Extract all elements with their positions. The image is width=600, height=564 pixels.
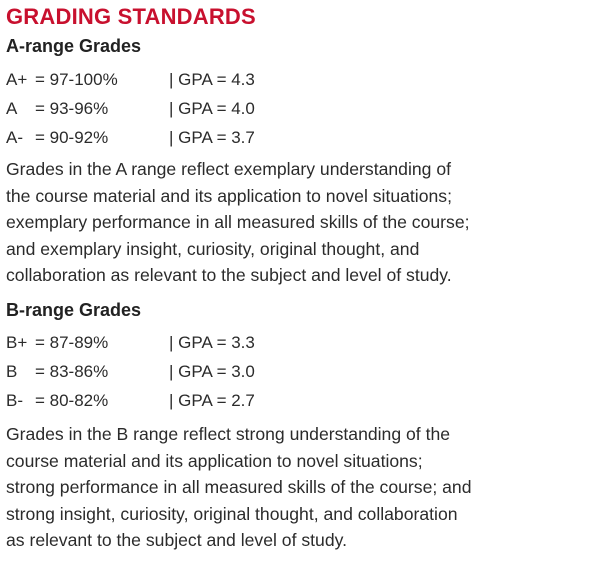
- section-description: [6, 156, 594, 289]
- grade-row: [6, 94, 594, 123]
- section-heading: B-range Grades: [6, 299, 142, 320]
- grade-range: = 83-86%: [35, 361, 109, 381]
- description-line: the course material and its application to novel situations;: [6, 185, 452, 206]
- description-line: Grades in the B range reflect strong understanding of the: [6, 423, 451, 444]
- grade-gpa: | GPA = 4.3: [169, 70, 255, 89]
- grade-row: [6, 386, 594, 415]
- description-line: Grades in the A range reflect exemplary understanding of: [6, 159, 451, 179]
- grade-row: [6, 328, 594, 357]
- grade-range: = 87-89%: [35, 332, 109, 352]
- grade-letter: A+: [6, 70, 28, 89]
- grade-gpa: | GPA = 3.0: [169, 361, 255, 381]
- grade-letter: B: [6, 361, 18, 381]
- grade-gpa: | GPA = 2.7: [169, 390, 255, 410]
- section-heading: A-range Grades: [6, 36, 142, 56]
- grade-letter: A: [6, 99, 18, 118]
- grade-letter: A-: [6, 128, 23, 147]
- grade-letter: B+: [6, 332, 28, 352]
- description-line: strong insight, curiosity, original thought, and collaboration: [6, 503, 458, 524]
- description-line: and exemplary insight, curiosity, original thought, and: [6, 238, 420, 259]
- grade-gpa: | GPA = 3.7: [169, 128, 255, 147]
- grade-range: = 93-96%: [35, 99, 109, 118]
- b-range-section: [6, 299, 594, 554]
- description-line: as relevant to the subject and level of study.: [6, 530, 347, 551]
- grade-row: [6, 357, 594, 386]
- grade-range: = 90-92%: [35, 128, 109, 147]
- grade-table: [6, 328, 594, 415]
- grade-table: [6, 65, 594, 152]
- description-line: course material and its application to novel situations;: [6, 450, 423, 471]
- description-line: strong performance in all measured skills of the course; and: [6, 477, 472, 498]
- grading-standards-document: [6, 4, 594, 554]
- grade-gpa: | GPA = 3.3: [169, 332, 255, 352]
- a-range-section: [6, 35, 594, 289]
- description-line: collaboration as relevant to the subject and level of study.: [6, 265, 452, 286]
- grade-row: [6, 123, 594, 152]
- section-description: [6, 421, 594, 554]
- grade-range: = 97-100%: [35, 70, 118, 89]
- description-line: exemplary performance in all measured skills of the course;: [6, 212, 470, 233]
- grade-letter: B-: [6, 390, 23, 410]
- grade-row: [6, 65, 594, 94]
- page-title: GRADING STANDARDS: [6, 4, 256, 29]
- grade-range: = 80-82%: [35, 390, 109, 410]
- grade-gpa: | GPA = 4.0: [169, 99, 255, 118]
